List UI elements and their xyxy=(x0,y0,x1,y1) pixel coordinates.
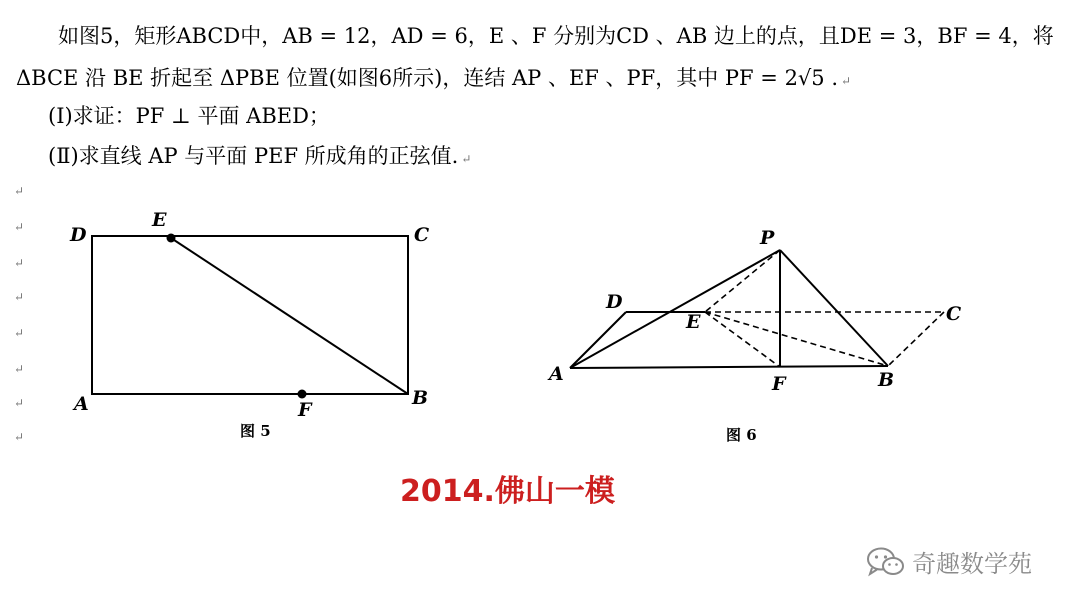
segment-ab xyxy=(570,366,888,368)
segment-pe xyxy=(705,250,780,312)
paragraph-mark: ↵ xyxy=(14,362,25,376)
label-c-fig6: C xyxy=(946,303,962,325)
paragraph-mark: ↵ xyxy=(461,152,472,166)
segment-ef xyxy=(705,312,780,367)
paragraph-mark: ↵ xyxy=(14,290,25,304)
label-a-fig5: A xyxy=(74,393,89,415)
source-label: 2014.佛山一模 xyxy=(400,474,615,509)
problem-part-2: (Ⅱ)求直线 AP 与平面 PEF 所成角的正弦值. ↵ xyxy=(48,144,472,168)
segment-eb xyxy=(705,312,888,366)
segment-pb xyxy=(780,250,888,366)
label-d-fig6: D xyxy=(606,291,623,313)
segment-cb xyxy=(888,312,944,366)
label-a-fig6: A xyxy=(549,363,564,385)
label-b-fig5: B xyxy=(412,387,429,409)
paragraph-mark: ↵ xyxy=(14,220,25,234)
segment-ap xyxy=(570,250,780,368)
label-e-fig5: E xyxy=(152,209,167,231)
label-b-fig6: B xyxy=(878,369,895,391)
problem-line-1: 如图5，矩形ABCD中，AB = 12，AD = 6，E 、F 分别为CD 、AB 边上的点，且DE = 3，BF = 4，将 xyxy=(58,24,1054,48)
watermark-text: 奇趣数学苑 xyxy=(912,550,1032,578)
label-d-fig5: D xyxy=(70,224,87,246)
label-e-fig6: E xyxy=(686,311,701,333)
paragraph-mark: ↵ xyxy=(841,74,852,88)
figure-6-caption: 图 6 xyxy=(726,426,757,444)
label-c-fig5: C xyxy=(414,224,430,246)
watermark xyxy=(866,544,1032,579)
wechat-icon xyxy=(866,546,906,578)
paragraph-mark: ↵ xyxy=(14,430,25,444)
figure-5-caption: 图 5 xyxy=(240,422,271,440)
segment-ad xyxy=(570,312,626,368)
label-p-fig6: P xyxy=(760,227,775,249)
label-f-fig5: F xyxy=(298,399,312,421)
problem-part-1: (Ⅰ)求证：PF ⊥ 平面 ABED； xyxy=(48,104,330,128)
paragraph-mark: ↵ xyxy=(14,184,25,198)
problem-line-2: ΔBCE 沿 BE 折起至 ΔPBE 位置(如图6所示)，连结 AP 、EF 、PF，其中 PF = 2√5 . ↵ xyxy=(16,66,852,90)
paragraph-mark: ↵ xyxy=(14,396,25,410)
paragraph-mark: ↵ xyxy=(14,326,25,340)
figure-6-dashed-lines xyxy=(705,250,944,367)
paragraph-mark: ↵ xyxy=(14,256,25,270)
label-f-fig6: F xyxy=(772,373,786,395)
